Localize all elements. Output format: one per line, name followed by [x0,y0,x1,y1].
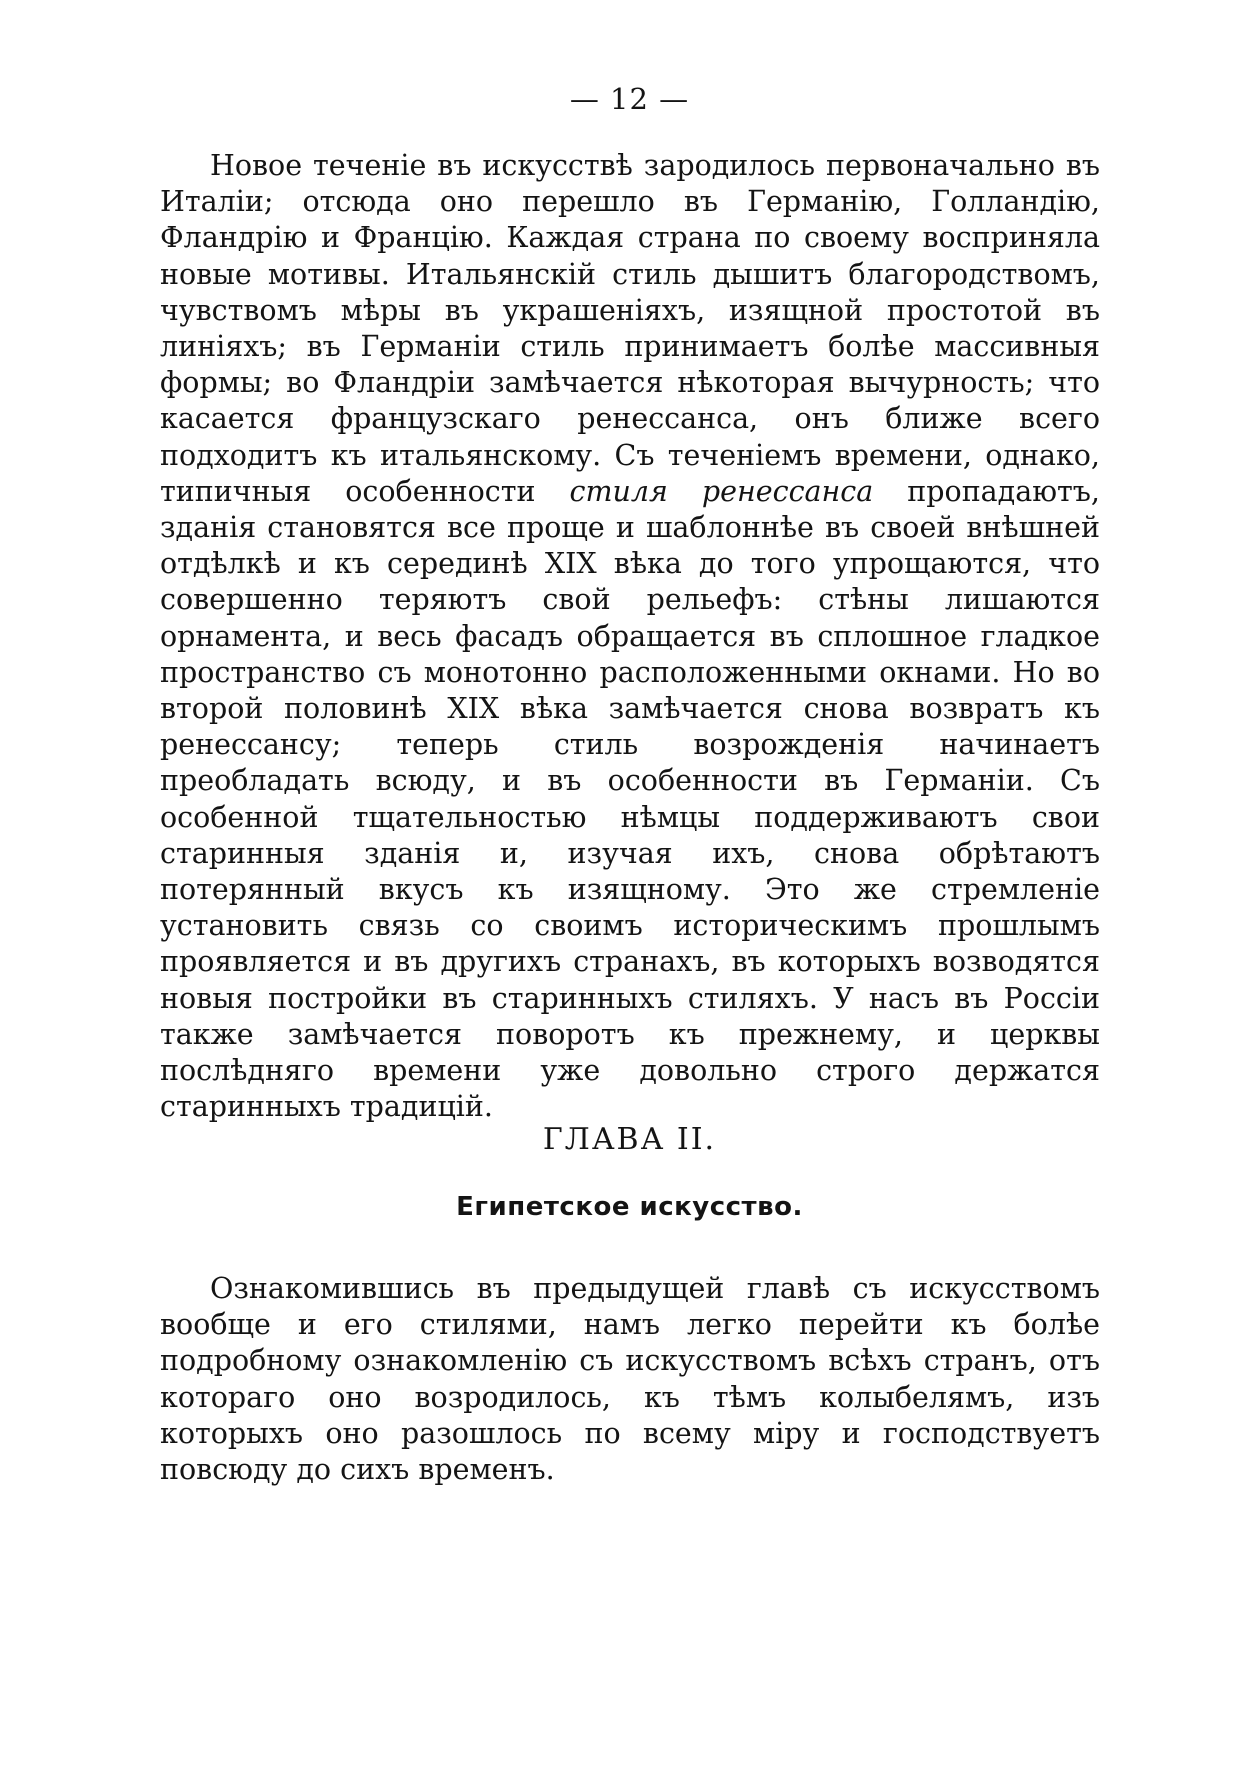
italic-term-style: стиля ренессанса [569,474,874,508]
body-paragraph-egyptian: Ознакомившись въ предыдущей главѣ съ искусствомъ вообще и его стилями, намъ легко перейти къ болѣе подробному ознакомленію съ искусствомъ всѣхъ странъ, отъ котораго оно возродилось, къ тѣмъ колыбелямъ, изъ которыхъ оно разошлось по всему міру и господствуетъ повсюду до сихъ временъ. [160,1272,1100,1487]
body-paragraph-renaissance [160,148,1100,1125]
paragraph-text-part-2: пропадаютъ, зданія становятся все проще и шаблоннѣе въ своей внѣшней отдѣлкѣ и къ серединѣ XIX вѣка до того упрощаются, что совершенно теряютъ свой рельефъ: стѣны лишаются орнамента, и весь фасадъ обращается въ сплошное гладкое пространство съ монотонно расположенными окнами. Но во второй половинѣ XIX вѣка замѣчается снова возвратъ къ ренессансу; теперь стиль возрожденія начинаетъ преобладать всюду, и въ особенности въ Германіи. Съ особенной тщательностью нѣмцы поддерживаютъ свои старинныя зданія и, изучая ихъ, снова обрѣтаютъ потерянный вкусъ къ изящному. Это же стремленіе установить связь со своимъ историческимъ прошлымъ проявляется и въ другихъ странахъ, въ которыхъ возводятся новыя постройки въ старинныхъ стиляхъ. У насъ въ Россіи также замѣчается поворотъ къ прежнему, и церквы послѣдняго времени уже довольно строго держатся старинныхъ традицій. [160,474,1100,1124]
chapter-subtitle: Египетское искусство. [456,1192,803,1222]
paragraph-text-part-1: Новое теченіе въ искусствѣ зародилось первоначально въ Италіи; отсюда оно перешло въ Германію, Голландію, Фландрію и Францію. Каждая страна по своему восприняла новые мотивы. Итальянскій стиль дышитъ благородствомъ, чувствомъ мѣры въ украшеніяхъ, изящной простотой въ линіяхъ; въ Германіи стиль принимаетъ болѣе массивныя формы; во Фландріи замѣчается нѣкоторая вычурность; что касается французскаго ренессанса, онъ ближе всего подходитъ къ итальянскому. Съ теченіемъ времени, однако, типичныя особенности [160,149,1100,508]
chapter-heading: ГЛАВА II. [542,1122,717,1157]
page-number: — 12 — [569,82,690,116]
